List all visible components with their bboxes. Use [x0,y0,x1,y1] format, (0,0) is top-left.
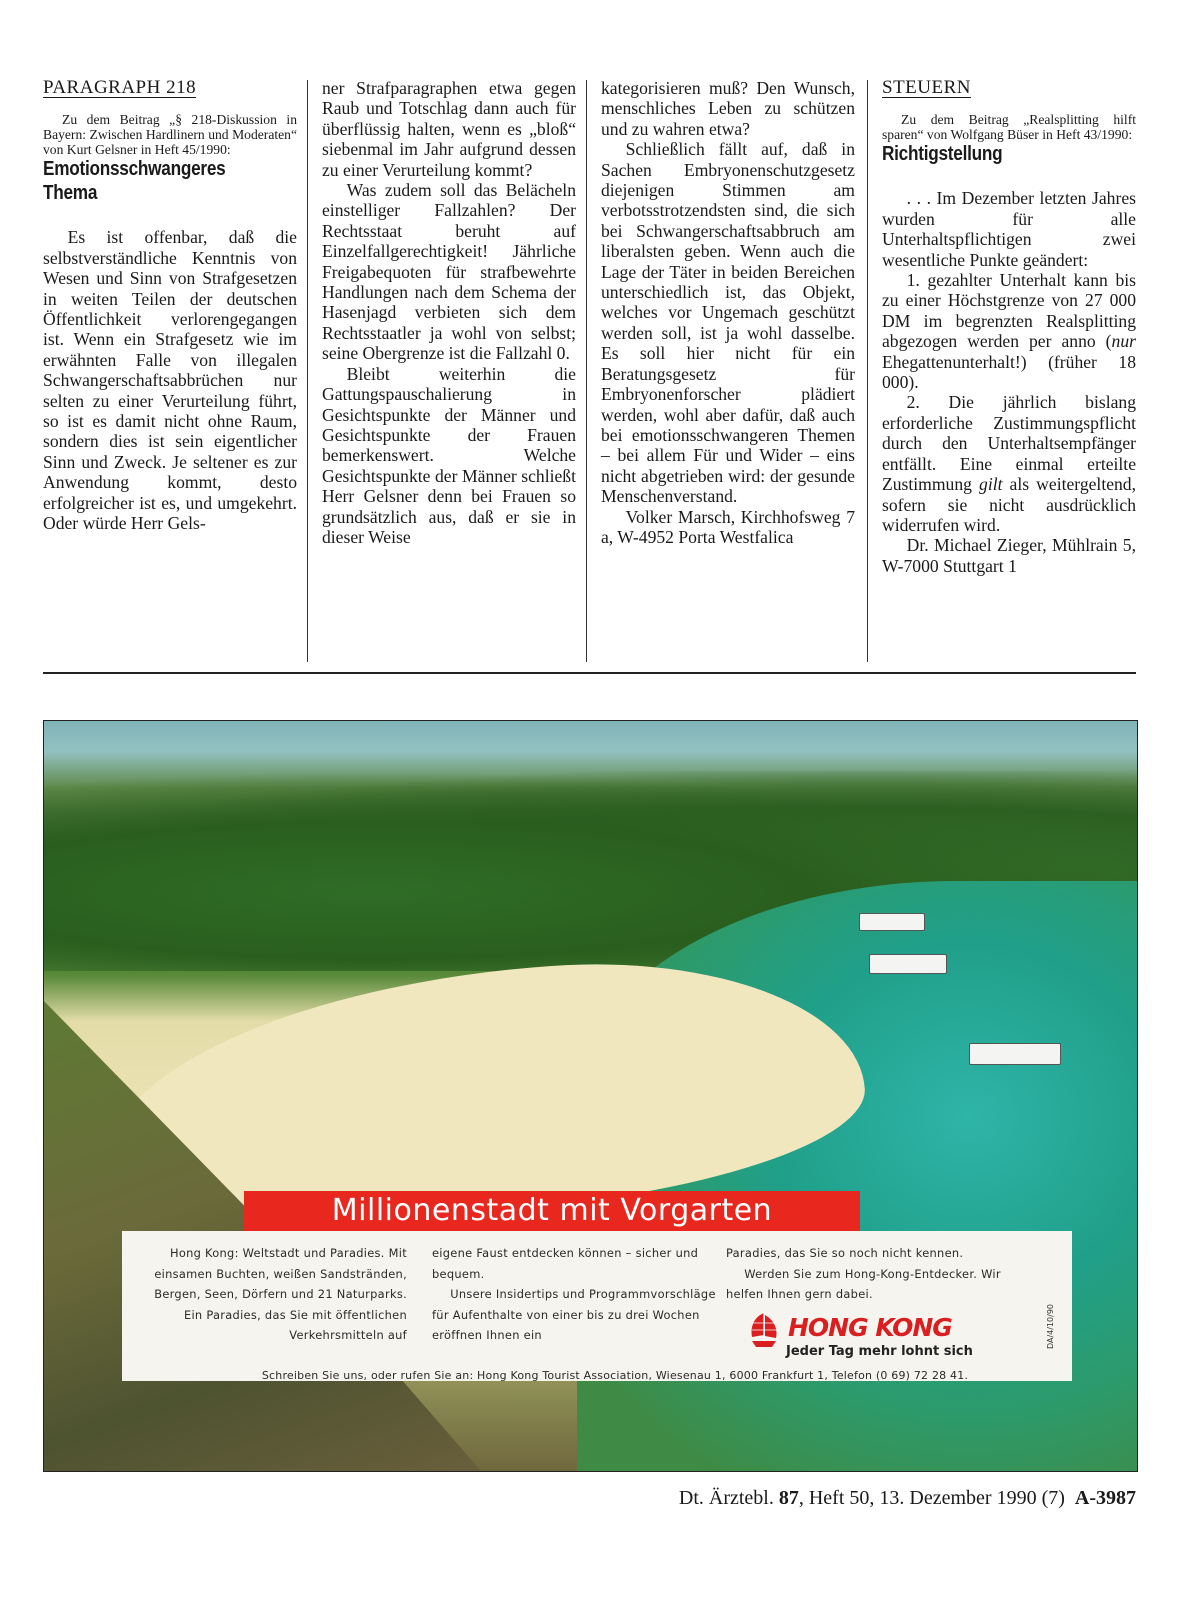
ad-text-column: Hong Kong: Weltstadt und Paradies. Mit einsamen Buchten, weißen Sandstränden, Bergen, Seen, Dörfern und 21 Naturparks. Ein Paradies, das Sie mit öffentlichen Verkehrsmitteln auf [154,1246,407,1342]
column-divider [307,80,308,662]
page-number: A-3987 [1074,1487,1136,1509]
ad-code: DA/4/10/90 [1046,1303,1055,1349]
letter-paragraph: Es ist offenbar, daß die selbstverständliche Kenntnis von Wesen und Sinn von Strafgesetzen in weiten Teilen der deutschen Öffentlichkeit verlorengegangen ist. Wenn ein Strafgesetz wie im erwähnten Falle von illegalen Schwangerschaftsabbrüchen nur selten zu einer Verurteilung führt, so ist es damit nicht ohne Raum, sondern dies ist sein eigentlicher Sinn und Zweck. Je seltener es zur Anwendung kommt, desto erfolgreicher ist es, und umgekehrt. Oder würde Herr Gels- [43,227,297,534]
column-3 [601,78,855,547]
letter-paragraph: 2. Die jährlich bislang erforderliche Zustimmungspflicht durch den Unterhaltsempfänger entfällt. Eine einmal erteilte Zustimmung gilt als weitergeltend, sofern sie nicht ausdrücklich widerrufen wird. [882,392,1137,535]
ad-contact: Schreiben Sie uns, oder rufen Sie an: Hong Kong Tourist Association, Wiesenau 1, 6000 Frankfurt 1, Telefon (0 69) 72 28 41. [261,1369,969,1382]
letter-paragraph: ner Strafparagraphen etwa gegen Raub und Totschlag dann auch für überflüssig halten, wenn es „bloß“ siebenmal im Jahr aufgrund dessen zu einer Verurteilung kommt? [322,78,576,180]
letter-signature: Volker Marsch, Kirchhofsweg 7 a, W-4952 Porta Westfalica [601,506,855,547]
column-2 [322,78,576,547]
letter-paragraph: Was zudem soll das Belächeln einstelliger Fallzahlen? Der Rechtsstaat beruht auf Einzelfallgerechtigkeit! Jährliche Freigabequoten für strafbewehrte Handlungen nach dem Schema der Hasenjagd verbieten sich dem Rechtsstaatler ja wohl von selbst; seine Obergrenze ist die Fallzahl 0. [322,180,576,364]
column-paragraph-218 [43,78,297,534]
column-divider [867,80,868,662]
issue-info: , Heft 50, 13. Dezember 1990 (7) [798,1487,1065,1509]
letter-paragraph: Schließlich fällt auf, daß in Sachen Embryonenschutzgesetz diejenigen Stimmen am verbotsstrotzendsten sind, die sich bei Schwangerschaftsabbruch am liberalsten geben. Wenn auch die Lage der Täter in beiden Bereichen unterschiedlich ist, das Objekt, welches vor Ungemach geschützt werden soll, ist ja wohl dasselbe. Es soll hier nicht für ein Beratungsgesetz für Embryonenforscher plädiert werden, wohl aber dafür, daß auch bei emotionsschwangeren Themen – bei allem Für und Wider – eins nicht abgetrieben wird: der gesunde Menschenverstand. [601,139,855,507]
column-steuern [882,78,1136,576]
letter-paragraph: Bleibt weiterhin die Gattungspauschalierung in Gesichtspunkte der Männer und Gesichtspunkte der Frauen bemerkenswert. Welche Gesichtspunkte der Männer schließt Herr Gelsner denn bei Frauen so grundsätzlich aus, daß er sie in dieser Weise [322,363,576,547]
ad-headline-banner [244,1191,860,1231]
horizontal-rule [43,672,1136,674]
junk-sail-icon [748,1311,780,1349]
section-title: PARAGRAPH 218 [43,77,197,98]
volume: 87 [778,1487,799,1509]
letter-headline: Emotionsschwangeres Thema [43,158,226,205]
letter-headline: Richtigstellung [882,143,1003,166]
ad-text-box [122,1231,1072,1381]
ad-text-column: eigene Faust entdecken können – sicher und bequem. Unsere Insidertips und Programmvorschläge für Aufenthalte von einer bis zu drei Wochen eröffnen Ihnen ein [432,1246,716,1342]
letter-paragraph: 1. gezahlter Unterhalt kann bis zu einer Höchstgrenze von 27 000 DM im begrenzten Realsplitting abgezogen werden per anno (nur Ehegattenunterhalt!) (früher 18 000). [882,270,1136,393]
boat-icon [859,913,925,931]
ad-text-column: Paradies, das Sie so noch nicht kennen. Werden Sie zum Hong-Kong-Entdecker. Wir helfen Ihnen gern dabei. [726,1246,1001,1301]
letter-signature: Dr. Michael Zieger, Mühlrain 5, W-7000 Stuttgart 1 [882,535,1136,576]
page-footer [679,1487,1136,1510]
tagline: Jeder Tag mehr lohnt sich [786,1344,973,1359]
hong-kong-advertisement [43,720,1138,1472]
article-reference: Zu dem Beitrag „§ 218-Diskussion in Bayern: Zwischen Hardlinern und Moderaten“ von Kurt Gelsner in Heft 45/1990: [43,112,297,158]
logo-text: HONG KONG [788,1313,952,1342]
boat-icon [969,1043,1061,1065]
ad-headline: Millionenstadt mit Vorgarten [331,1193,773,1228]
letter-paragraph: kategorisieren muß? Den Wunsch, menschliches Leben zu schützen und zu wahren etwa? [601,78,855,139]
section-title: STEUERN [882,77,971,98]
boat-icon [869,954,947,974]
journal-name: Dt. Ärztebl. [678,1487,774,1509]
hong-kong-logo [748,1311,1008,1365]
article-reference: Zu dem Beitrag „Realsplitting hilft sparen“ von Wolfgang Büser in Heft 43/1990: [882,112,1136,143]
letter-paragraph: . . . Im Dezember letzten Jahres wurden für alle Unterhaltspflichtigen zwei wesentliche Punkte geändert: [882,188,1136,270]
column-divider [586,80,587,662]
